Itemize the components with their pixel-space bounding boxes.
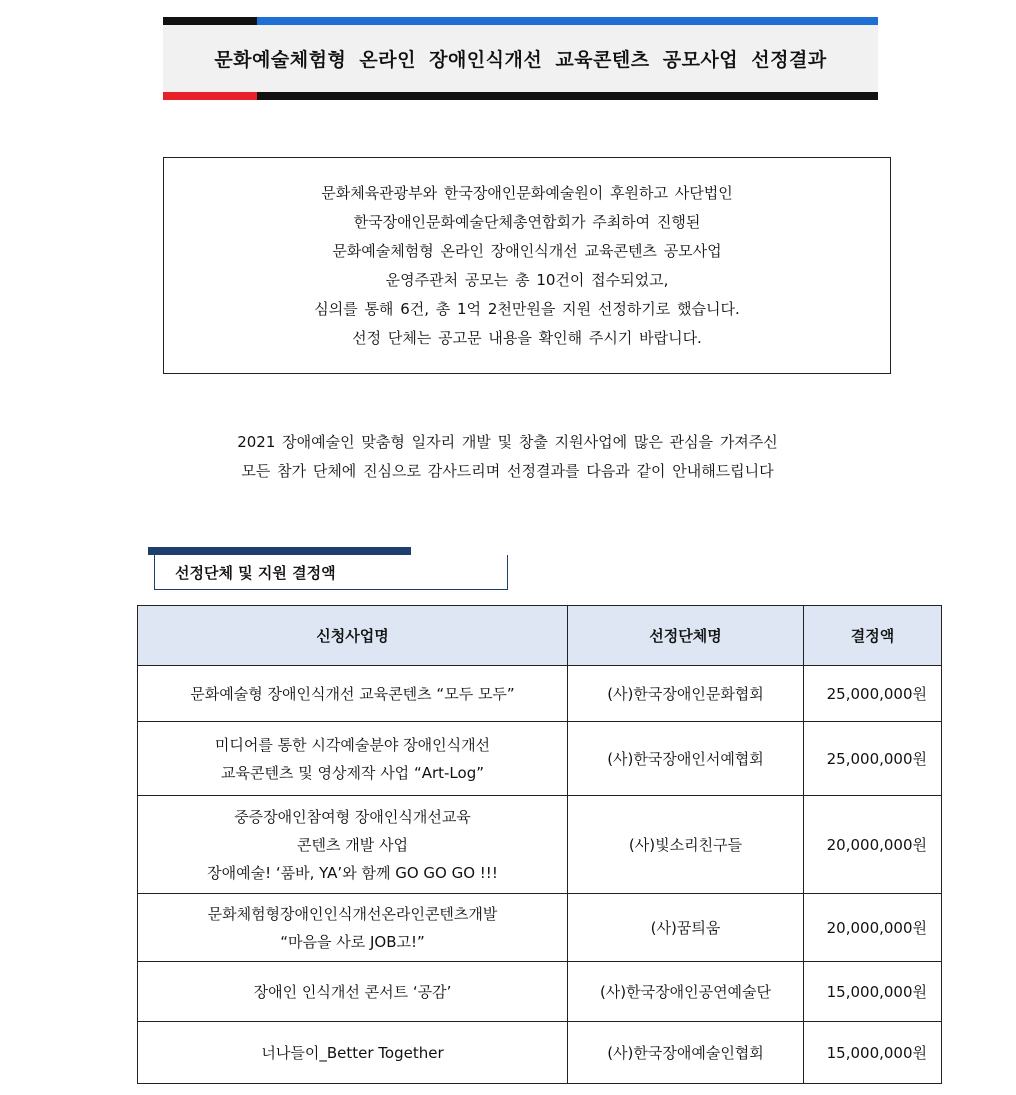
notice-line: 운영주관처 공모는 총 10건이 접수되었고, — [385, 270, 669, 289]
organization-cell: (사)한국장애인서예협회 — [568, 722, 804, 796]
project-cell — [138, 722, 568, 796]
notice-line: 문화체육관광부와 한국장애인문화예술원이 후원하고 사단법인 — [321, 183, 733, 202]
section-title: 선정단체 및 지원 결정액 — [154, 555, 508, 590]
intro-paragraph — [150, 428, 865, 486]
header-amount: 결정액 — [804, 606, 942, 666]
amount-cell: 20,000,000원 — [804, 894, 942, 962]
amount-cell: 25,000,000원 — [804, 666, 942, 722]
project-cell — [138, 1022, 568, 1084]
table-row — [138, 1022, 942, 1084]
section-heading — [148, 547, 508, 592]
header-project: 신청사업명 — [138, 606, 568, 666]
amount-cell: 25,000,000원 — [804, 722, 942, 796]
intro-line: 2021 장애예술인 맞춤형 일자리 개발 및 창출 지원사업에 많은 관심을 가져주신 — [237, 433, 778, 451]
project-cell — [138, 666, 568, 722]
organization-cell: (사)한국장애인문화협회 — [568, 666, 804, 722]
title-bottom-rule — [163, 92, 878, 100]
project-cell — [138, 962, 568, 1022]
header-organization: 선정단체명 — [568, 606, 804, 666]
project-cell — [138, 894, 568, 962]
project-name: “마음을 사로 JOB고!” — [280, 932, 425, 951]
table-row — [138, 722, 942, 796]
notice-box — [163, 157, 891, 374]
table-header-row — [138, 606, 942, 666]
project-name: 문화체험형장애인인식개선온라인콘텐츠개발 — [207, 904, 498, 923]
selection-results-table — [137, 605, 942, 1084]
organization-cell: (사)한국장애인공연예술단 — [568, 962, 804, 1022]
project-name: 장애인 인식개선 콘서트 ‘공감’ — [253, 982, 452, 1001]
title-top-rule — [163, 17, 878, 25]
notice-line: 선정 단체는 공고문 내용을 확인해 주시기 바랍니다. — [352, 328, 702, 347]
amount-cell: 15,000,000원 — [804, 1022, 942, 1084]
title-banner — [163, 17, 878, 100]
table-row — [138, 796, 942, 894]
project-name: 콘텐츠 개발 사업 — [297, 835, 408, 854]
page-title: 문화예술체험형 온라인 장애인식개선 교육콘텐츠 공모사업 선정결과 — [163, 25, 878, 92]
notice-line: 문화예술체험형 온라인 장애인식개선 교육콘텐츠 공모사업 — [332, 241, 722, 260]
intro-line: 모든 참가 단체에 진심으로 감사드리며 선정결과를 다음과 같이 안내해드립니다 — [241, 462, 774, 480]
organization-cell: (사)한국장애예술인협회 — [568, 1022, 804, 1084]
project-name: 미디어를 통한 시각예술분야 장애인식개선 — [214, 735, 491, 754]
table-row — [138, 962, 942, 1022]
amount-cell: 20,000,000원 — [804, 796, 942, 894]
amount-cell: 15,000,000원 — [804, 962, 942, 1022]
notice-line: 한국장애인문화예술단체총연합회가 주최하여 진행된 — [353, 212, 701, 231]
project-name: 너나들이_Better Together — [261, 1043, 444, 1062]
project-name: 교육콘텐츠 및 영상제작 사업 “Art-Log” — [220, 763, 484, 782]
table-row — [138, 666, 942, 722]
organization-cell: (사)빛소리친구들 — [568, 796, 804, 894]
project-name: 장애예술! ‘품바, YA’와 함께 GO GO GO !!! — [207, 863, 498, 882]
table-row — [138, 894, 942, 962]
project-name: 문화예술형 장애인식개선 교육콘텐츠 “모두 모두” — [190, 684, 515, 703]
notice-line: 심의를 통해 6건, 총 1억 2천만원을 지원 선정하기로 했습니다. — [314, 299, 740, 318]
project-cell — [138, 796, 568, 894]
section-heading-tab — [148, 547, 411, 555]
project-name: 중증장애인참여형 장애인식개선교육 — [234, 807, 471, 826]
organization-cell: (사)꿈틔움 — [568, 894, 804, 962]
